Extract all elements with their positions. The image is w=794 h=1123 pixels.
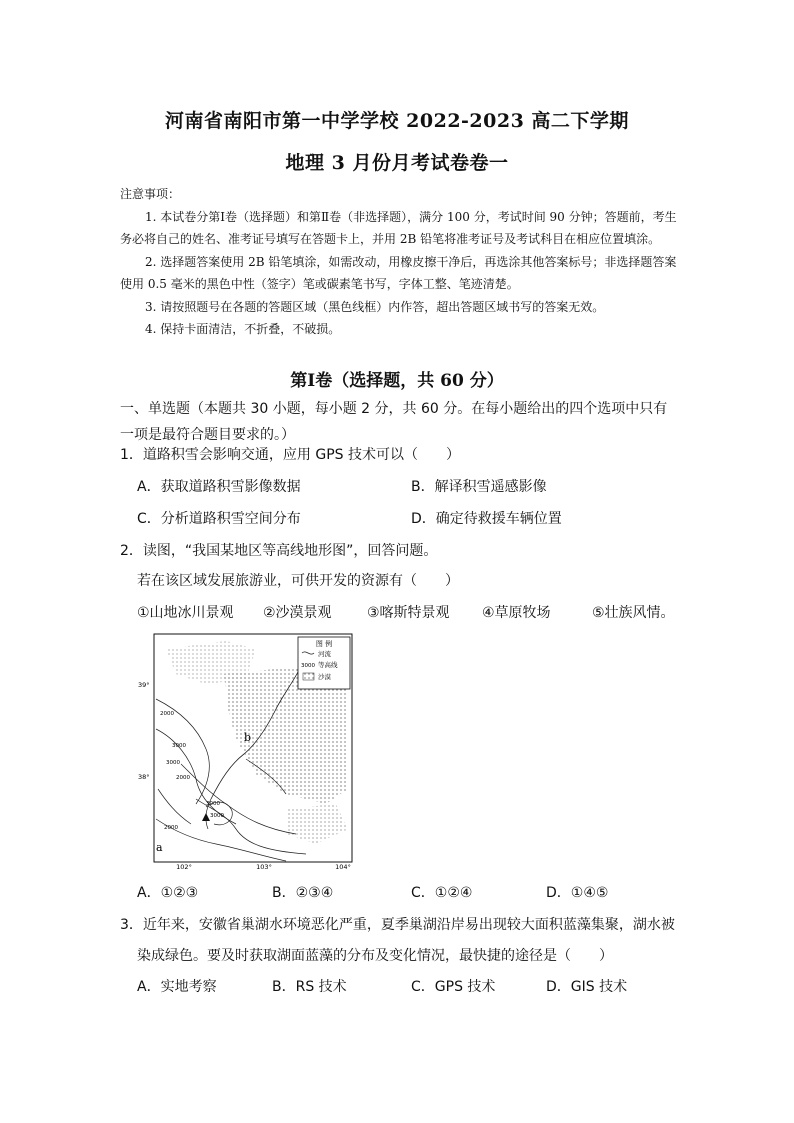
exam-title: 河南省南阳市第一中学学校 2022-2023 高二下学期 <box>165 110 629 132</box>
longitude-label: 103° <box>256 863 272 869</box>
resource-item: ⑤壮族风情。 <box>592 605 675 621</box>
option-c[interactable]: C．GPS 技术 <box>411 979 496 995</box>
question-1-stem: 1．道路积雪会影响交通，应用 GPS 技术可以（ ） <box>120 447 460 463</box>
contour-label: 3000 <box>166 760 180 766</box>
question-2-sub: 若在该区域发展旅游业，可供开发的资源有（ ） <box>137 573 459 589</box>
resource-item: ④草原牧场 <box>482 605 551 621</box>
contour-map <box>136 629 366 869</box>
latitude-label: 39° <box>138 681 150 689</box>
contour-label: 2000 <box>176 775 190 781</box>
section-instruction-text: 一、单选题（本题共 30 小题，每小题 2 分，共 60 分。在每小题给出的四个选项中只有一项是最符合题目要求的。） <box>120 401 668 443</box>
option-a[interactable]: A．实地考察 <box>137 979 217 995</box>
option-a[interactable]: A．①②③ <box>137 885 199 901</box>
notice-block <box>120 183 680 341</box>
question-3-stem-cont: 染成绿色。要及时获取湖面蓝藻的分布及变化情况，最快捷的途径是（ ） <box>137 948 613 964</box>
longitude-label: 102° <box>176 863 192 869</box>
point-label-a: a <box>156 841 163 854</box>
notice-item: 1. 本试卷分第Ⅰ卷（选择题）和第Ⅱ卷（非选择题），满分 100 分，考试时间 90 分钟；答题前，考生务必将自己的姓名、准考证号填写在答题卡上，并用 2B 铅笔将准考证号及考试科目在相应位置填涂。 <box>120 209 677 246</box>
option-d[interactable]: D．①④⑤ <box>546 885 609 901</box>
option-a[interactable]: A．获取道路积雪影像数据 <box>137 479 301 495</box>
section-instruction <box>120 396 680 448</box>
legend-desert-symbol <box>303 673 314 680</box>
resource-item: ②沙漠景观 <box>263 605 332 621</box>
legend-river-label: 河流 <box>318 650 331 658</box>
notice-item: 3. 请按照题号在各题的答题区域（黑色线框）内作答，超出答题区域书写的答案无效。 <box>145 299 605 314</box>
contour-label: 2000 <box>164 825 178 831</box>
exam-subtitle: 地理 3 月份月考试卷卷一 <box>285 152 509 174</box>
contour-label: 3000 <box>172 743 186 749</box>
option-d[interactable]: D．GIS 技术 <box>546 979 628 995</box>
legend-contour-value: 3000 <box>301 663 315 669</box>
option-c[interactable]: C．①②④ <box>411 885 473 901</box>
legend-contour-label: 等高线 <box>318 661 338 669</box>
longitude-label: 104° <box>335 863 351 869</box>
contour-label: 3000 <box>210 813 224 819</box>
contour-label: 3000 <box>206 801 220 807</box>
notice-heading: 注意事项： <box>120 187 181 201</box>
option-b[interactable]: B．解译积雪遥感影像 <box>411 479 547 495</box>
latitude-label: 38° <box>138 773 150 781</box>
question-3-stem: 3．近年来，安徽省巢湖水环境恶化严重，夏季巢湖沿岸易出现较大面积蓝藻集聚，湖水被 <box>120 917 675 933</box>
contour-label: 2000 <box>160 711 174 717</box>
point-label-b: b <box>244 731 252 744</box>
notice-item: 4. 保持卡面清洁，不折叠，不破损。 <box>145 322 341 336</box>
resource-item: ①山地冰川景观 <box>137 605 234 621</box>
option-c[interactable]: C．分析道路积雪空间分布 <box>137 511 301 527</box>
legend-title: 图 例 <box>315 640 333 648</box>
option-b[interactable]: B．②③④ <box>272 885 334 901</box>
legend-desert-label: 沙漠 <box>318 673 331 681</box>
notice-item: 2. 选择题答案使用 2B 铅笔填涂，如需改动，用橡皮擦干净后，再选涂其他答案标号；非选择题答案使用 0.5 毫米的黑色中性（签字）笔或碳素笔书写，字体工整、笔迹清楚。 <box>120 254 677 291</box>
question-2-stem: 2．读图，“我国某地区等高线地形图”，回答问题。 <box>120 543 438 559</box>
resource-item: ③喀斯特景观 <box>367 605 450 621</box>
section-title: 第Ⅰ卷（选择题，共 60 分） <box>290 371 504 391</box>
option-d[interactable]: D．确定待救援车辆位置 <box>411 511 562 527</box>
option-b[interactable]: B．RS 技术 <box>272 979 347 995</box>
